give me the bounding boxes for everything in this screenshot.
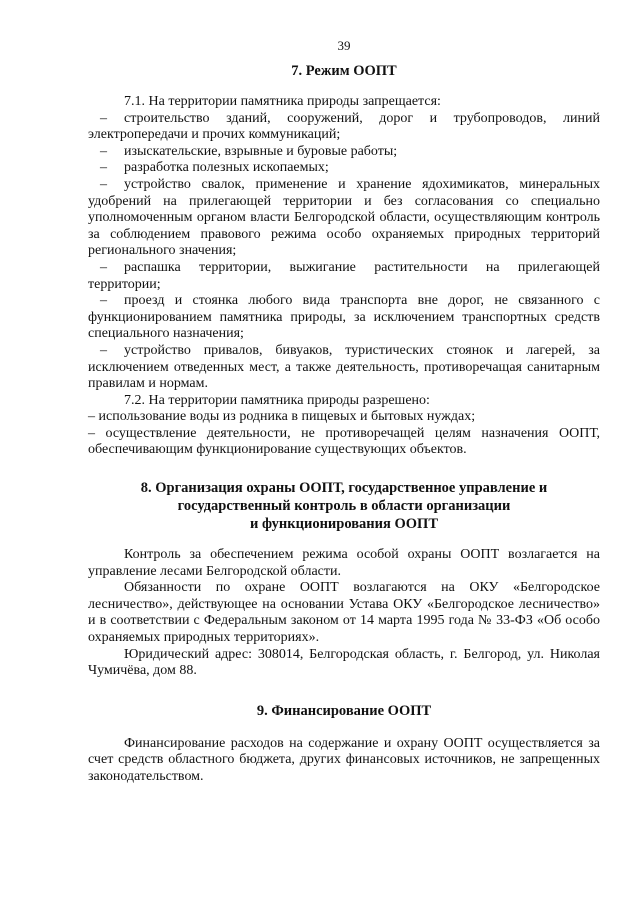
prohibited-item: [88, 177, 600, 260]
section-7-1-intro: 7.1. На территории памятника природы запрещается:: [124, 94, 441, 109]
dash-mark: –: [100, 176, 107, 192]
section-7-title: 7. Режим ООПТ: [291, 63, 397, 79]
section-8-paragraph: Юридический адрес: 308014, Белгородская область, г. Белгород, ул. Николая Чумичёва, дом 88.: [88, 646, 600, 679]
dash-mark: –: [100, 160, 107, 176]
dash-mark: –: [100, 259, 107, 275]
section-8-title-line: и функционирования ООПТ: [250, 516, 438, 533]
section-9-paragraph: Финансирование расходов на содержание и охрану ООПТ осуществляется за счет средств областного бюджета, других финансовых источников, не запрещенных законодательством.: [88, 735, 600, 784]
allowed-item: – использование воды из родника в пищевых и бытовых нуждах;: [88, 409, 476, 425]
prohibited-item-text: разработка полезных ископаемых;: [124, 160, 329, 176]
prohibited-item-text: изыскательские, взрывные и буровые работы;: [124, 143, 398, 159]
prohibited-item: [88, 144, 600, 161]
dash-mark: –: [100, 293, 107, 309]
prohibited-item-text: проезд и стоянка любого вида транспорта вне дорог, не связанного с функционированием памятника природы, за исключением транспортных средств специального назначения;: [88, 293, 600, 342]
prohibited-item: [88, 343, 600, 393]
prohibited-item-text: строительство зданий, сооружений, дорог и трубопроводов, линий электропередачи и прочих коммуникаций;: [88, 110, 600, 143]
section-7-2-intro: 7.2. На территории памятника природы разрешено:: [124, 392, 430, 408]
prohibited-item: [88, 293, 600, 343]
section-9-body: [88, 736, 600, 786]
prohibited-item: [88, 111, 600, 144]
section-8-title-line: государственный контроль в области организации: [177, 498, 511, 515]
section-8-paragraph: Контроль за обеспечением режима особой охраны ООПТ возлагается на управление лесами Белгородской области.: [88, 547, 600, 579]
section-8-title: [88, 479, 600, 533]
section-9-title: 9. Финансирование ООПТ: [256, 702, 432, 719]
dash-mark: –: [100, 342, 107, 358]
prohibited-item-text: распашка территории, выжигание растительности на прилегающей территории;: [88, 259, 600, 292]
page-number: 39: [337, 38, 351, 53]
section-8-paragraph: Обязанности по охране ООПТ возлагаются на ОКУ «Белгородское лесничество», действующее на основании Устава ОКУ «Белгородское лесничество» и в соответствии с Федеральным законом от 14 марта 1995 года № 33-ФЗ «Об особо охраняемых природных территориях».: [88, 580, 600, 646]
prohibited-item-text: устройство свалок, применение и хранение ядохимикатов, минеральных удобрений на прилегающей территории и без согласования со специально уполномоченным органом власти Белгородской области, осуществляющим контроль за соблюдением правового режима особо охраняемых природных территорий регионального значения;: [88, 176, 600, 259]
section-8-title-line: 8. Организация охраны ООПТ, государственное управление и: [140, 480, 548, 497]
section-8-body: [88, 547, 600, 680]
dash-mark: –: [100, 143, 107, 159]
prohibited-item: [88, 260, 600, 293]
section-7-body: [88, 94, 600, 459]
allowed-item: – осуществление деятельности, не противоречащей целям назначения ООПТ, обеспечивающим функционирование существующих объектов.: [88, 425, 600, 458]
dash-mark: –: [100, 110, 107, 126]
prohibited-item: [88, 160, 600, 177]
prohibited-item-text: устройство привалов, бивуаков, туристических стоянок и лагерей, за исключением отведенных мест, а также деятельность, противоречащая санитарным правилам и нормам.: [88, 342, 600, 392]
